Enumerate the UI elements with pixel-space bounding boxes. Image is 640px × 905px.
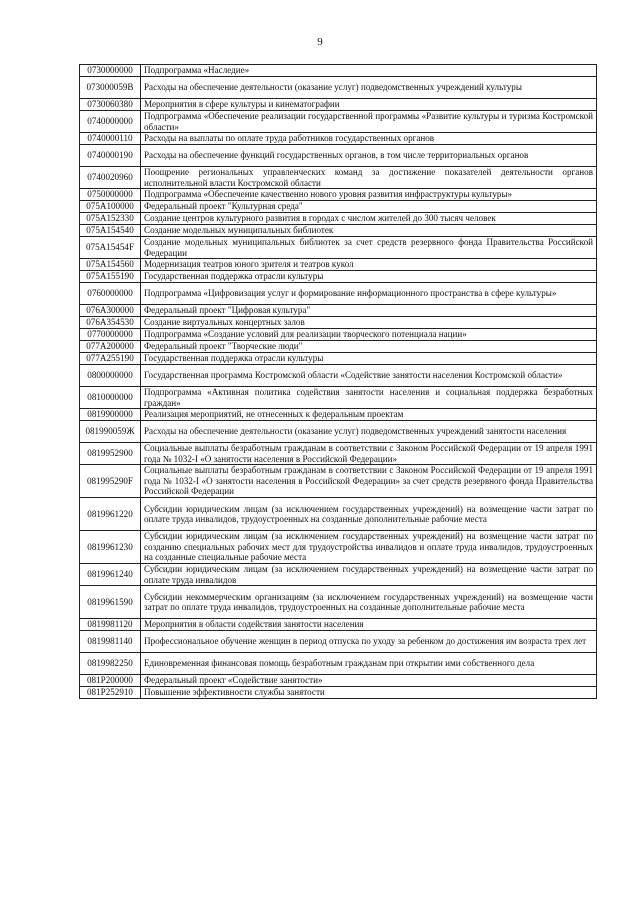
row-name: Мероприятия в области содействия занятости населения: [141, 619, 597, 631]
row-name: Подпрограмма «Наследие»: [141, 65, 597, 77]
table-row: [80, 443, 597, 465]
row-name: Субсидии некоммерческим организациям (за исключением государственных учреждений) на возмещение части затрат по оплате труда инвалидов, трудоустроенных на созданные дополнительные рабочие места: [141, 586, 597, 619]
row-code: 0760000000: [80, 283, 141, 305]
row-name: Государственная поддержка отрасли культуры: [141, 271, 597, 283]
table-row: [80, 317, 597, 329]
row-name: Подпрограмма «Обеспечение качественно нового уровня развития инфраструктуры культуры»: [141, 189, 597, 201]
table-row: [80, 421, 597, 443]
table-row: [80, 305, 597, 317]
row-name: Субсидии юридическим лицам (за исключением государственных учреждений) на возмещение части затрат по оплате труда инвалидов, трудоустроенных на созданные дополнительные рабочие места: [141, 498, 597, 531]
row-name: Государственная программа Костромской области «Содействие занятости населения Костромской области»: [141, 365, 597, 387]
row-name: Расходы на обеспечение деятельности (оказание услуг) подведомственных учреждений занятости населения: [141, 421, 597, 443]
table-row: [80, 387, 597, 409]
row-code: 076А300000: [80, 305, 141, 317]
row-code: 0819982250: [80, 653, 141, 675]
row-name: Расходы на обеспечение функций государственных органов, в том числе территориальных органов: [141, 145, 597, 167]
table-row: [80, 201, 597, 213]
row-name: Подпрограмма «Цифровизация услуг и формирование информационного пространства в сфере культуры»: [141, 283, 597, 305]
row-code: 076А354530: [80, 317, 141, 329]
row-name: Социальные выплаты безработным гражданам в соответствии с Законом Российской Федерации от 19 апреля 1991 года № 1032-I «О занятости населения в Российской Федерации»: [141, 443, 597, 465]
table-row: [80, 341, 597, 353]
row-name: Государственная поддержка отрасли культуры: [141, 353, 597, 365]
table-row: [80, 133, 597, 145]
row-code: 0819952900: [80, 443, 141, 465]
row-code: 0819961240: [80, 564, 141, 586]
row-code: 075А100000: [80, 201, 141, 213]
table-row: [80, 65, 597, 77]
row-code: 077А200000: [80, 341, 141, 353]
table-row: [80, 237, 597, 259]
row-code: 0819981140: [80, 631, 141, 653]
row-name: Расходы на обеспечение деятельности (оказание услуг) подведомственных учреждений культуры: [141, 77, 597, 99]
table-row: [80, 77, 597, 99]
row-code: 0819900000: [80, 409, 141, 421]
table-row: [80, 498, 597, 531]
row-code: 0740000190: [80, 145, 141, 167]
row-name: Федеральный проект "Творческие люди": [141, 341, 597, 353]
row-code: 0730000000: [80, 65, 141, 77]
table-row: [80, 564, 597, 586]
row-code: 0740020960: [80, 167, 141, 189]
row-code: 075А152330: [80, 213, 141, 225]
row-name: Создание центров культурного развития в городах с числом жителей до 300 тысяч человек: [141, 213, 597, 225]
table-row: [80, 225, 597, 237]
row-code: 0819981120: [80, 619, 141, 631]
row-code: 081Р252910: [80, 687, 141, 699]
row-name: Создание модельных муниципальных библиотек за счет средств резервного фонда Правительства Российской Федерации: [141, 237, 597, 259]
row-name: Повышение эффективности службы занятости: [141, 687, 597, 699]
table-row: [80, 687, 597, 699]
row-name: Создание модельных муниципальных библиотек: [141, 225, 597, 237]
row-name: Подпрограмма «Обеспечение реализации государственной программы «Развитие культуры и туризма Костромской области»: [141, 111, 597, 133]
row-code: 075А15454F: [80, 237, 141, 259]
table-row: [80, 353, 597, 365]
table-row: [80, 283, 597, 305]
table-row: [80, 145, 597, 167]
table-row: [80, 111, 597, 133]
row-name: Реализация мероприятий, не отнесенных к федеральным проектам: [141, 409, 597, 421]
table-row: [80, 167, 597, 189]
row-code: 0819961590: [80, 586, 141, 619]
row-code: 077А255190: [80, 353, 141, 365]
table-row: [80, 619, 597, 631]
budget-codes-table: [79, 64, 597, 699]
table-row: [80, 465, 597, 498]
row-code: 081990059Ж: [80, 421, 141, 443]
row-name: Субсидии юридическим лицам (за исключением государственных учреждений) на возмещение части затрат по созданию специальных рабочих мест для трудоустройства инвалидов и оплате труда инвалидов, трудоустроенных на созданные специальные рабочие места: [141, 531, 597, 564]
table-row: [80, 409, 597, 421]
row-code: 081995290F: [80, 465, 141, 498]
row-code: 0770000000: [80, 329, 141, 341]
table-row: [80, 675, 597, 687]
table-body: [80, 65, 597, 699]
table-row: [80, 99, 597, 111]
row-code: 0730060380: [80, 99, 141, 111]
row-name: Федеральный проект «Содействие занятости»: [141, 675, 597, 687]
row-name: Мероприятия в сфере культуры и кинематографии: [141, 99, 597, 111]
row-code: 075А154560: [80, 259, 141, 271]
table-row: [80, 259, 597, 271]
row-name: Единовременная финансовая помощь безработным гражданам при открытии ими собственного дела: [141, 653, 597, 675]
row-code: 0800000000: [80, 365, 141, 387]
table-row: [80, 586, 597, 619]
row-code: 0740000000: [80, 111, 141, 133]
row-code: 0750000000: [80, 189, 141, 201]
table-row: [80, 653, 597, 675]
row-name: Федеральный проект "Культурная среда": [141, 201, 597, 213]
row-code: 0819961220: [80, 498, 141, 531]
table-row: [80, 631, 597, 653]
row-name: Социальные выплаты безработным гражданам в соответствии с Законом Российской Федерации от 19 апреля 1991 года № 1032-I «О занятости населения в Российской Федерации» за счет средств резервного фонда Правительства Российской Федерации: [141, 465, 597, 498]
row-code: 081Р200000: [80, 675, 141, 687]
row-name: Модернизация театров юного зрителя и театров кукол: [141, 259, 597, 271]
row-name: Поощрение региональных управленческих команд за достижение показателей деятельности органов исполнительной власти Костромской области: [141, 167, 597, 189]
table-row: [80, 271, 597, 283]
row-name: Подпрограмма «Создание условий для реализации творческого потенциала нации»: [141, 329, 597, 341]
row-code: 0810000000: [80, 387, 141, 409]
table-row: [80, 213, 597, 225]
table-row: [80, 189, 597, 201]
table-row: [80, 329, 597, 341]
table-row: [80, 531, 597, 564]
table-row: [80, 365, 597, 387]
page-number: 9: [317, 36, 323, 48]
row-name: Субсидии юридическим лицам (за исключением государственных учреждений) на возмещение части затрат по оплате труда инвалидов: [141, 564, 597, 586]
row-name: Профессиональное обучение женщин в период отпуска по уходу за ребенком до достижения им возраста трех лет: [141, 631, 597, 653]
row-code: 073000059В: [80, 77, 141, 99]
row-name: Подпрограмма «Активная политика содействия занятости населения и социальная поддержка безработных граждан»: [141, 387, 597, 409]
row-code: 0740000110: [80, 133, 141, 145]
row-name: Федеральный проект "Цифровая культура": [141, 305, 597, 317]
row-name: Создание виртуальных концертных залов: [141, 317, 597, 329]
row-code: 0819961230: [80, 531, 141, 564]
row-code: 075А155190: [80, 271, 141, 283]
row-code: 075А154540: [80, 225, 141, 237]
row-name: Расходы на выплаты по оплате труда работников государственных органов: [141, 133, 597, 145]
